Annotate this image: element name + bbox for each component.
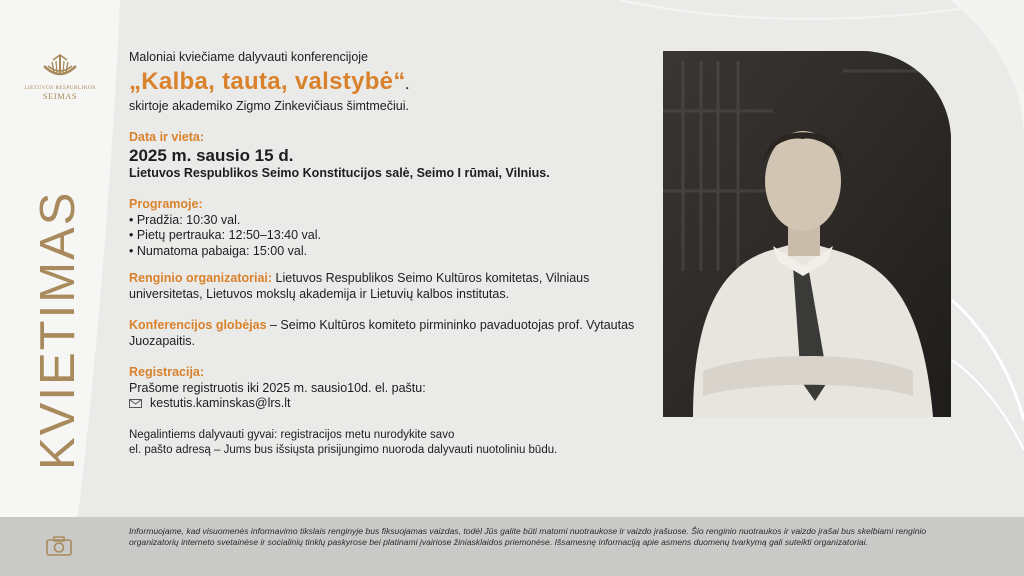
side-title: KVIETIMAS [31,190,85,470]
program-item: • Pradžia: 10:30 val. [129,212,241,227]
patron-section [129,318,649,349]
registration-label: Registracija: [129,365,205,379]
intro-text: Maloniai kviečiame dalyvauti konferencijoje [129,50,369,64]
event-date: 2025 m. sausio 15 d. [129,145,294,165]
footer-bar [0,517,1024,576]
subtitle: skirtoje akademiko Zigmo Zinkevičiaus šimtmečiui. [129,98,409,113]
organizers-section [129,271,649,302]
patron-text: – Seimo Kultūros komiteto pirmininko pavaduotojas prof. Vytautas Juozapaitis. [129,318,635,348]
registration-section [129,365,649,412]
conference-title [129,68,649,99]
seimas-emblem-icon [40,52,80,82]
event-place: Lietuvos Respublikos Seimo Konstitucijos salė, Seimo I rūmai, Vilnius. [129,165,550,180]
privacy-notice: Informuojame, kad visuomenės informavimo tikslais renginyje bus fiksuojamas vaizdas, todėl Jūs galite būti matomi nuotraukose ir vaizdo įrašuose. Šio renginio nuotraukos ir vaizdo įrašai bus skelbiami renginio organizatorių interneto svetainėse ir socialinių tinklų paskyrose bei platinami įvairiose žiniasklaidos priemonėse. Išsamesnę informaciją apie asmens duomenų tvarkymą gali suteikti organizatoriai. [129,526,927,547]
remote-note [129,428,649,458]
remote-note-line: Negalintiems dalyvauti gyvai: registracijos metu nurodykite savo [129,428,455,441]
title-dot: . [405,77,410,92]
invitation-content [129,50,649,458]
conference-title-text: „Kalba, tauta, valstybė“ [129,67,406,95]
program-item: • Pietų pertrauka: 12:50–13:40 val. [129,228,322,242]
organizers-label: Renginio organizatoriai: [129,271,273,285]
program-item: • Numatoma pabaiga: 15:00 val. [129,243,308,258]
logo-line-2: SEIMAS [42,91,78,101]
envelope-icon [129,399,142,408]
email-row [129,396,649,412]
date-label: Data ir vieta: [129,130,205,144]
program-section [129,197,649,259]
logo-line-1: LIETUVOS RESPUBLIKOS [24,85,96,91]
remote-note-line: el. pašto adresą – Jums bus išsiųsta prisijungimo nuoroda dalyvauti nuotoliniu būdu. [129,443,558,456]
organizers-text: Lietuvos Respublikos Seimo Kultūros komitetas, Vilniaus universitetas, Lietuvos mokslų akademija ir Lietuvių kalbos institutas. [129,271,590,301]
patron-label: Konferencijos globėjas [129,318,267,332]
registration-text: Prašome registruotis iki 2025 m. sausio10d. el. paštu: [129,380,426,395]
program-label: Programoje: [129,197,203,211]
email-link[interactable]: kestutis.kaminskas@lrs.lt [150,396,291,410]
camera-icon [46,536,72,556]
portrait-photo [663,51,951,417]
date-section [129,130,649,181]
portrait-image [663,51,951,417]
seimas-logo [20,52,100,101]
